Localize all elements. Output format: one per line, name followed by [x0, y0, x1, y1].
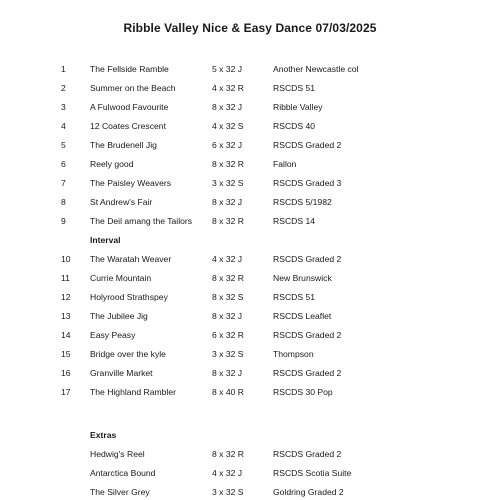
dance-formation: 6 x 32 J [212, 140, 243, 150]
dance-name: The Silver Grey [90, 487, 150, 497]
dance-formation: 6 x 32 R [212, 330, 245, 340]
dance-source: RSCDS 5/1982 [273, 197, 332, 207]
dance-number: 8 [61, 197, 66, 207]
dance-formation: 8 x 32 J [212, 368, 243, 378]
dance-source: RSCDS Graded 2 [273, 449, 342, 459]
dance-number: 11 [61, 273, 70, 283]
dance-source: Thompson [273, 349, 314, 359]
dance-source: Fallon [273, 159, 297, 169]
dance-row [0, 290, 500, 305]
dance-source: RSCDS 40 [273, 121, 316, 131]
dance-row [0, 138, 500, 153]
dance-name: The Brudenell Jig [90, 140, 157, 150]
dance-name: Antarctica Bound [90, 468, 156, 478]
dance-source: Goldring Graded 2 [273, 487, 344, 497]
dance-formation: 8 x 32 S [212, 292, 244, 302]
dance-row [0, 176, 500, 191]
dance-number: 6 [61, 159, 66, 169]
dance-row [0, 347, 500, 362]
dance-number: 17 [61, 387, 71, 397]
dance-number: 10 [61, 254, 71, 264]
dance-formation: 8 x 32 J [212, 102, 243, 112]
dance-source: Another Newcastle col [273, 64, 359, 74]
dance-name: Reely good [90, 159, 134, 169]
dance-formation: 8 x 32 R [212, 273, 245, 283]
dance-row [0, 119, 500, 134]
dance-source: Ribble Valley [273, 102, 323, 112]
dance-number: 9 [61, 216, 66, 226]
dance-number: 12 [61, 292, 71, 302]
page-title: Ribble Valley Nice & Easy Dance 07/03/2025 [123, 21, 377, 35]
dance-formation: 4 x 32 R [212, 83, 245, 93]
interval-heading: Interval [90, 235, 121, 245]
dance-formation: 8 x 32 R [212, 449, 245, 459]
dance-source: RSCDS 51 [273, 83, 316, 93]
dance-row [0, 81, 500, 96]
dance-source: RSCDS 51 [273, 292, 316, 302]
dance-row [0, 466, 500, 481]
dance-name: Hedwig's Reel [90, 449, 145, 459]
dance-formation: 5 x 32 J [212, 64, 243, 74]
dance-formation: 4 x 32 J [212, 254, 243, 264]
dance-source: RSCDS Graded 2 [273, 330, 342, 340]
dance-row [0, 252, 500, 267]
dance-source: RSCDS Leaflet [273, 311, 332, 321]
extras-heading: Extras [90, 430, 117, 440]
dance-source: RSCDS 14 [273, 216, 316, 226]
dance-name: Summer on the Beach [90, 83, 176, 93]
dance-name: Holyrood Strathspey [90, 292, 168, 302]
dance-number: 4 [61, 121, 66, 131]
dance-number: 13 [61, 311, 71, 321]
dance-source: RSCDS Scotia Suite [273, 468, 352, 478]
dance-formation: 3 x 32 S [212, 487, 244, 497]
dance-name: A Fulwood Favourite [90, 102, 169, 112]
dance-row [0, 485, 500, 500]
dance-name: The Fellside Ramble [90, 64, 169, 74]
dance-number: 1 [61, 64, 66, 74]
dance-source: RSCDS Graded 2 [273, 140, 342, 150]
dance-number: 3 [61, 102, 66, 112]
dance-row [0, 447, 500, 462]
dance-number: 7 [61, 178, 66, 188]
dance-source: RSCDS Graded 3 [273, 178, 342, 188]
dance-number: 2 [61, 83, 66, 93]
dance-row [0, 309, 500, 324]
dance-formation: 4 x 32 J [212, 468, 243, 478]
dance-source: RSCDS Graded 2 [273, 254, 342, 264]
dance-row [0, 195, 500, 210]
dance-name: The Highland Rambler [90, 387, 176, 397]
dance-formation: 4 x 32 S [212, 121, 244, 131]
dance-number: 5 [61, 140, 66, 150]
dance-name: The Deil amang the Tailors [90, 216, 193, 226]
dance-row [0, 366, 500, 381]
dance-source: RSCDS 30 Pop [273, 387, 333, 397]
dance-formation: 8 x 32 J [212, 197, 243, 207]
dance-row [0, 62, 500, 77]
dance-number: 16 [61, 368, 71, 378]
dance-name: 12 Coates Crescent [90, 121, 166, 131]
dance-source: RSCDS Graded 2 [273, 368, 342, 378]
dance-name: The Waratah Weaver [90, 254, 172, 264]
dance-number: 15 [61, 349, 71, 359]
dance-name: St Andrew's Fair [90, 197, 153, 207]
dance-row [0, 100, 500, 115]
dance-name: Easy Peasy [90, 330, 136, 340]
dance-formation: 8 x 32 R [212, 216, 245, 226]
dance-source: New Brunswick [273, 273, 332, 283]
dance-row [0, 385, 500, 400]
dance-name: Currie Mountain [90, 273, 152, 283]
dance-number: 14 [61, 330, 71, 340]
dance-formation: 8 x 32 J [212, 311, 243, 321]
dance-formation: 3 x 32 S [212, 178, 244, 188]
dance-name: The Jubilee Jig [90, 311, 148, 321]
dance-name: The Paisley Weavers [90, 178, 172, 188]
dance-row [0, 214, 500, 229]
dance-row [0, 157, 500, 172]
dance-formation: 8 x 40 R [212, 387, 245, 397]
dance-formation: 3 x 32 S [212, 349, 244, 359]
dance-name: Granville Market [90, 368, 153, 378]
dance-row [0, 271, 500, 286]
dance-name: Bridge over the kyle [90, 349, 166, 359]
dance-row [0, 328, 500, 343]
dance-formation: 8 x 32 R [212, 159, 245, 169]
